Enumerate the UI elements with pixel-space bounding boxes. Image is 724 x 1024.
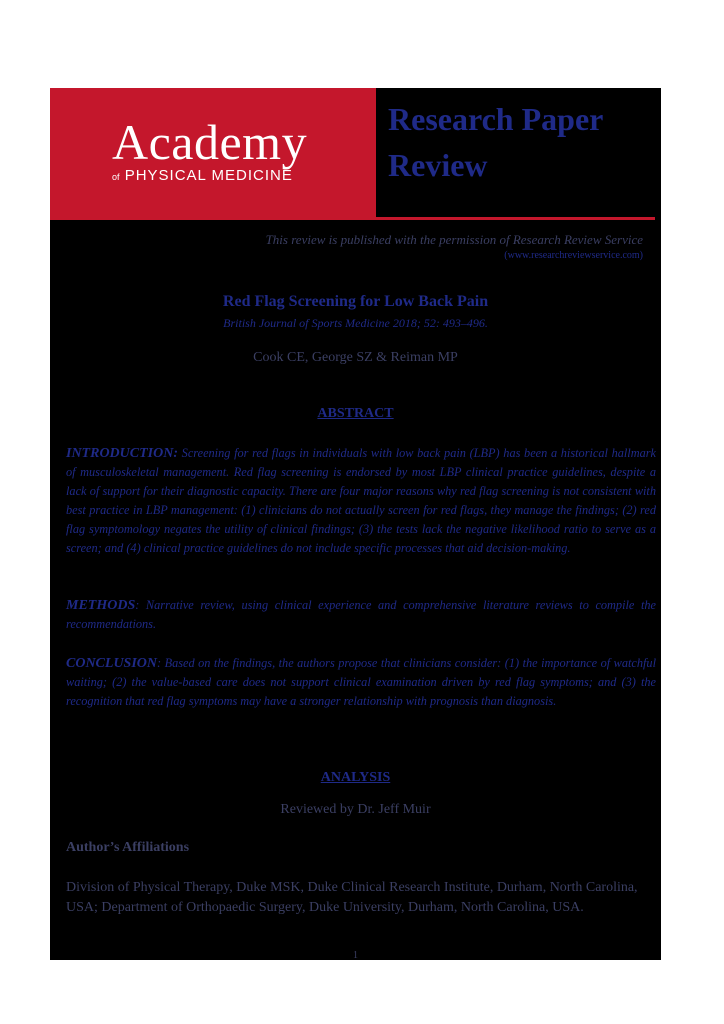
logo-subtitle [112,167,293,186]
methods-text: : Narrative review, using clinical experience and comprehensive literature reviews to compile the recommendations. [66,598,656,631]
academy-logo [50,88,376,220]
introduction-paragraph [66,444,656,558]
methods-paragraph [66,596,656,634]
abstract-heading: ABSTRACT [317,406,394,421]
affiliations-heading: Author’s Affiliations [66,840,190,855]
analysis-heading: ANALYSIS [320,770,391,785]
review-title-line1: Research Paper [388,101,604,137]
journal-citation: British Journal of Sports Medicine 2018; 52: 493–496. [223,316,488,330]
introduction-text: Screening for red flags in individuals with low back pain (LBP) has been a historical hallmark of musculoskeletal management. Red flag screening is endorsed by most LBP clinical practice guidelines, despite a lack of support for their diagnostic capacity. There are four major reasons why red flag screening is not consistent with best practice in LBP management: (1) clinicians do not actually screen for red flags, they manage the findings; (2) red flag symptomology negates the utility of clinical findings; (3) the tests lack the negative likelihood ratio to serve as a screen; and (4) clinical practice guidelines do not include specific processes that aid decision-making. [66,446,656,555]
page-number: 1 [353,950,358,960]
introduction-label: INTRODUCTION: [66,446,178,461]
methods-label: METHODS [66,598,136,613]
logo-subtitle-of: of [112,172,120,182]
header-divider [376,217,655,220]
review-title [388,96,603,188]
reviewed-by: Reviewed by Dr. Jeff Muir [280,802,431,817]
article-title: Red Flag Screening for Low Back Pain [222,293,489,310]
review-title-line2: Review [388,147,488,183]
logo-subtitle-text: PHYSICAL MEDICINE [124,167,293,184]
conclusion-paragraph [66,654,656,711]
permission-statement: This review is published with the permission of Research Review Service [265,232,643,247]
conclusion-text: : Based on the findings, the authors propose that clinicians consider: (1) the importance of watchful waiting; (2) the value-based care does not support clinical examination driven by red flag symptoms; and (3) the recognition that red flag symptoms may have a stronger relationship with prognosis than diagnosis. [66,656,656,708]
permission-link[interactable]: (www.researchreviewservice.com) [504,250,643,261]
document-page [50,88,661,960]
conclusion-label: CONCLUSION [66,656,158,671]
affiliations-text: Division of Physical Therapy, Duke MSK, Duke Clinical Research Institute, Durham, North Carolina, USA; Department of Orthopaedic Surgery, Duke University, Durham, North Carolina, USA. [66,880,638,915]
logo-wordmark: Academy [112,114,308,170]
article-authors: Cook CE, George SZ & Reiman MP [253,350,458,365]
